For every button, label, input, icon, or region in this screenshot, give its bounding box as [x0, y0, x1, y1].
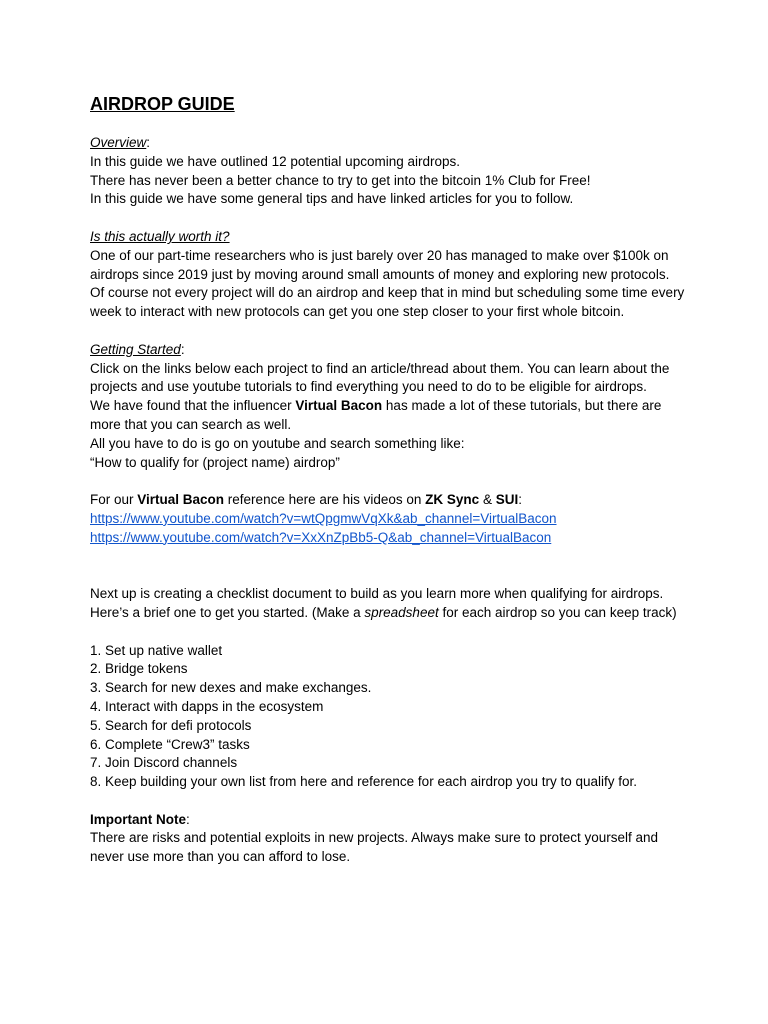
overview-line: In this guide we have outlined 12 potential upcoming airdrops.	[90, 153, 460, 169]
checklist-intro: Next up is creating a checklist document to build as you learn more when qualifying for airdrops.	[90, 586, 664, 602]
video-link-zksync[interactable]: https://www.youtube.com/watch?v=wtQpgmwVqXk&ab_channel=VirtualBacon	[90, 510, 557, 526]
worth-paragraph: One of our part-time researchers who is just barely over 20 has managed to make over $100k on airdrops since 2019 just by moving around small amounts of money and exploring new protocols.	[90, 247, 670, 282]
getting-started-heading: Getting Started	[90, 341, 181, 357]
getting-started-paragraph: Click on the links below each project to find an article/thread about them. You can learn about the projects and use youtube tutorials to find everything you need to do to be eligible for airdrops.	[90, 360, 670, 395]
important-note-text: There are risks and potential exploits in new projects. Always make sure to protect yourself and never use more than you can afford to lose.	[90, 830, 659, 865]
videos-section	[90, 491, 690, 547]
worth-heading: Is this actually worth it?	[90, 228, 230, 244]
getting-started-paragraph: All you have to do is go on youtube and search something like:	[90, 435, 465, 451]
videos-intro: For our Virtual Bacon reference here are his videos on ZK Sync & SUI:	[90, 492, 522, 508]
checklist-section	[90, 585, 690, 792]
overview-line: There has never been a better chance to try to get into the bitcoin 1% Club for Free!	[90, 172, 591, 188]
list-item: 3. Search for new dexes and make exchanges.	[90, 680, 372, 696]
overview-line: In this guide we have some general tips and have linked articles for you to follow.	[90, 191, 574, 207]
influencer-name: Virtual Bacon	[295, 398, 383, 414]
getting-started-section: Getting Started: Click on the links below each project to find an article/thread about them. You can learn about the projects and use youtube tutorials to find everything you need to do to be eligible for airdrops. We have found that the influencer Virtual Bacon has made a lot of these tutorials, but there are more that you can search as well. All you have to do is go on youtube and search something like: “How to qualify for (project name) airdrop”	[90, 341, 690, 473]
worth-paragraph: Of course not every project will do an airdrop and keep that in mind but scheduling some time every week to interact with new protocols can get you one step closer to your first whole bitcoin.	[90, 285, 685, 320]
checklist-intro: Here’s a brief one to get you started. (Make a spreadsheet for each airdrop so you can keep track)	[90, 604, 677, 620]
list-item: 2. Bridge tokens	[90, 661, 188, 677]
list-item: 6. Complete “Crew3” tasks	[90, 736, 250, 752]
overview-heading-line: Overview:	[90, 135, 151, 150]
getting-started-paragraph: We have found that the influencer Virtual Bacon has made a lot of these tutorials, but there are more that you can search as well.	[90, 398, 662, 432]
list-item: 5. Search for defi protocols	[90, 717, 252, 733]
video-link-sui[interactable]: https://www.youtube.com/watch?v=XxXnZpBb5-Q&ab_channel=VirtualBacon	[90, 529, 552, 545]
list-item: 1. Set up native wallet	[90, 642, 223, 658]
list-item: 4. Interact with dapps in the ecosystem	[90, 698, 324, 714]
overview-heading: Overview	[90, 135, 147, 150]
important-note-heading: Important Note	[90, 811, 186, 827]
checklist	[90, 642, 690, 792]
list-item: 7. Join Discord channels	[90, 755, 238, 771]
list-item: 8. Keep building your own list from here and reference for each airdrop you try to qualify for.	[90, 774, 638, 790]
overview-section	[90, 134, 690, 209]
worth-section	[90, 228, 690, 322]
document-content	[90, 92, 690, 867]
spreadsheet-emphasis: spreadsheet	[364, 604, 439, 620]
search-example: “How to qualify for (project name) airdrop”	[90, 454, 340, 470]
important-note-section: Important Note: There are risks and potential exploits in new projects. Always make sure to protect yourself and never use more than you can afford to lose.	[90, 811, 690, 867]
page-title: AIRDROP GUIDE	[90, 94, 235, 114]
